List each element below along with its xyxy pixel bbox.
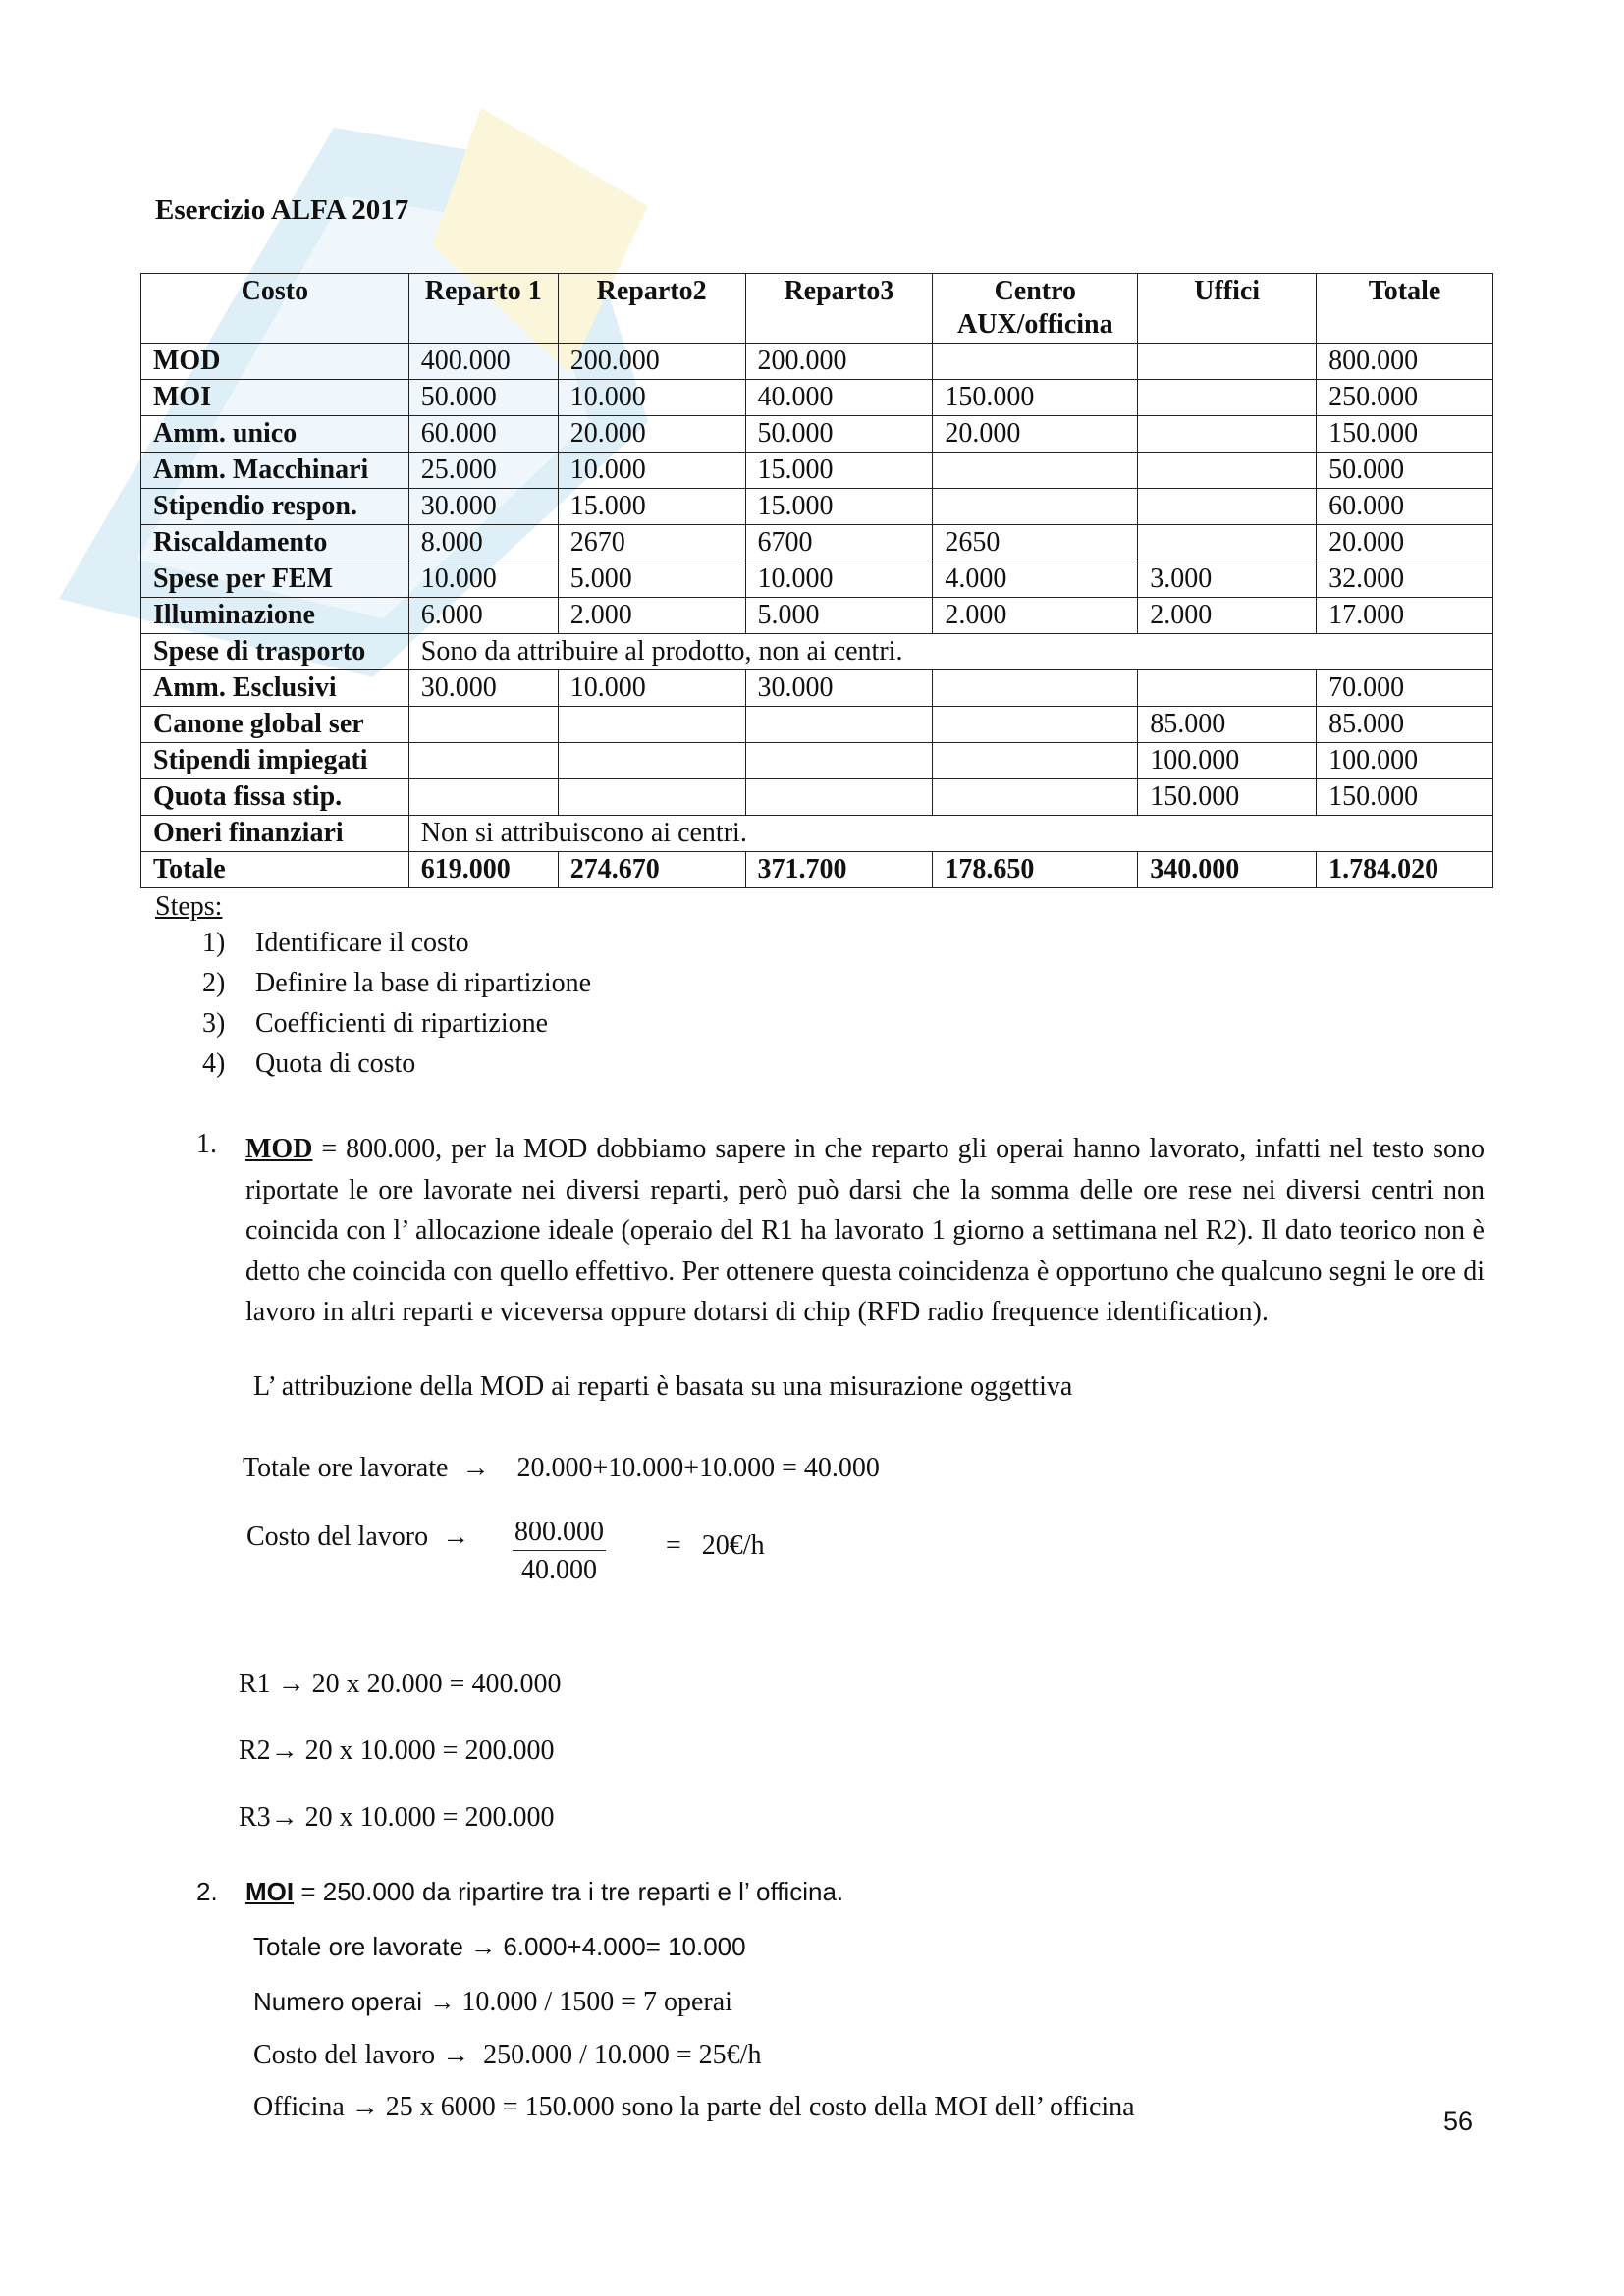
table-row bbox=[141, 707, 1493, 743]
section1-text: = 800.000, per la MOD dobbiamo sapere in che reparto gli operai hanno lavorato, infatti nel testo sono riportate le ore lavorate nei diversi reparti, però può darsi che la somma delle ore rese nei diversi centri non coincida con l’ allocazione ideale (operaio del R1 ha lavorato 1 giorno a settimana nel R2). Il dato teorico non è detto che coincida con quello effettivo. Per ottenere questa coincidenza è opportuno che qualcuno segni le ore di lavoro in altri reparti e viceversa oppure dotarsi di chip (RFD radio frequence identification). bbox=[245, 1134, 1485, 1327]
header-totale: Totale bbox=[1317, 274, 1493, 344]
table-cell bbox=[1138, 416, 1317, 453]
row-label: Quota fissa stip. bbox=[141, 779, 409, 816]
table-cell: 150.000 bbox=[933, 380, 1138, 416]
table-cell: 400.000 bbox=[408, 344, 558, 380]
row-label: Riscaldamento bbox=[141, 525, 409, 561]
table-cell: 150.000 bbox=[1138, 779, 1317, 816]
r1-line: R1 → 20 x 20.000 = 400.000 bbox=[239, 1669, 562, 1699]
cost-table bbox=[140, 273, 1493, 888]
table-row bbox=[141, 598, 1493, 634]
table-cell: 6.000 bbox=[408, 598, 558, 634]
page-number: 56 bbox=[1443, 2107, 1474, 2136]
step-number: 4) bbox=[202, 1048, 226, 1079]
table-cell bbox=[933, 453, 1138, 489]
moi-total-hours: Totale ore lavorate → 6.000+4.000= 10.000 bbox=[253, 1932, 746, 1961]
table-cell: 50.000 bbox=[1317, 453, 1493, 489]
table-cell: 60.000 bbox=[1317, 489, 1493, 525]
table-header-row bbox=[141, 274, 1493, 344]
table-cell: 10.000 bbox=[558, 453, 745, 489]
step-number: 3) bbox=[202, 1008, 226, 1039]
table-cell bbox=[408, 779, 558, 816]
row-label: MOD bbox=[141, 344, 409, 380]
table-row bbox=[141, 743, 1493, 779]
section2-number: 2. bbox=[196, 1877, 218, 1906]
table-cell: 85.000 bbox=[1138, 707, 1317, 743]
table-cell bbox=[933, 707, 1138, 743]
table-cell: 250.000 bbox=[1317, 380, 1493, 416]
step-text: Coefficienti di ripartizione bbox=[255, 1008, 549, 1039]
section1-number: 1. bbox=[196, 1129, 217, 1159]
table-cell: 50.000 bbox=[408, 380, 558, 416]
step-text: Identificare il costo bbox=[255, 928, 469, 958]
moi-labor-cost: Costo del lavoro → 250.000 / 10.000 = 25€/h bbox=[253, 2040, 762, 2070]
exercise-title: Esercizio ALFA 2017 bbox=[155, 194, 409, 226]
table-total-row bbox=[141, 852, 1493, 888]
table-cell bbox=[933, 779, 1138, 816]
section2-heading bbox=[245, 1877, 843, 1907]
table-cell: 800.000 bbox=[1317, 344, 1493, 380]
table-cell bbox=[745, 743, 933, 779]
header-reparto3: Reparto3 bbox=[745, 274, 933, 344]
moi-workers-value: 10.000 / 1500 = 7 operai bbox=[461, 1987, 732, 2017]
mod-attribution: L’ attribuzione della MOD ai reparti è basata su una misurazione oggettiva bbox=[253, 1371, 1073, 1402]
step-text: Quota di costo bbox=[255, 1048, 416, 1079]
fraction-denominator: 40.000 bbox=[521, 1555, 597, 1585]
table-row bbox=[141, 634, 1493, 670]
table-row bbox=[141, 561, 1493, 598]
table-cell: 5.000 bbox=[745, 598, 933, 634]
table-row bbox=[141, 525, 1493, 561]
step-number: 1) bbox=[202, 928, 226, 958]
table-cell: 2.000 bbox=[933, 598, 1138, 634]
row-label: Amm. Esclusivi bbox=[141, 670, 409, 707]
table-cell: 200.000 bbox=[558, 344, 745, 380]
table-row bbox=[141, 380, 1493, 416]
table-cell: 15.000 bbox=[745, 453, 933, 489]
table-row bbox=[141, 344, 1493, 380]
table-cell: 340.000 bbox=[1138, 852, 1317, 888]
table-cell: 8.000 bbox=[408, 525, 558, 561]
moi-workers-line bbox=[253, 1987, 732, 2018]
moi-workers-label: Numero operai → bbox=[253, 1987, 462, 2016]
table-row bbox=[141, 816, 1493, 852]
row-label: Illuminazione bbox=[141, 598, 409, 634]
list-item bbox=[202, 1008, 591, 1048]
step-text: Definire la base di ripartizione bbox=[255, 968, 592, 998]
table-cell: 85.000 bbox=[1317, 707, 1493, 743]
r2-line: R2→ 20 x 10.000 = 200.000 bbox=[239, 1735, 555, 1766]
header-uffici: Uffici bbox=[1138, 274, 1317, 344]
table-cell: 150.000 bbox=[1317, 416, 1493, 453]
table-cell bbox=[745, 707, 933, 743]
labor-cost-result: = 20€/h bbox=[666, 1530, 765, 1561]
table-cell bbox=[408, 707, 558, 743]
table-cell: 100.000 bbox=[1317, 743, 1493, 779]
table-cell bbox=[745, 779, 933, 816]
table-cell bbox=[1138, 380, 1317, 416]
row-label: Amm. unico bbox=[141, 416, 409, 453]
section2-key: MOI bbox=[245, 1877, 295, 1906]
r3-line: R3→ 20 x 10.000 = 200.000 bbox=[239, 1802, 555, 1833]
table-cell: 10.000 bbox=[558, 380, 745, 416]
table-cell: 30.000 bbox=[408, 489, 558, 525]
table-cell: 60.000 bbox=[408, 416, 558, 453]
table-cell: 1.784.020 bbox=[1317, 852, 1493, 888]
table-row bbox=[141, 670, 1493, 707]
table-cell bbox=[933, 743, 1138, 779]
row-label: MOI bbox=[141, 380, 409, 416]
fraction-numerator: 800.000 bbox=[513, 1517, 606, 1551]
row-label: Oneri finanziari bbox=[141, 816, 409, 852]
table-cell: 2650 bbox=[933, 525, 1138, 561]
table-row bbox=[141, 489, 1493, 525]
row-label: Canone global ser bbox=[141, 707, 409, 743]
labor-cost-label: Costo del lavoro → bbox=[246, 1522, 470, 1552]
table-cell: 2.000 bbox=[558, 598, 745, 634]
table-cell: 20.000 bbox=[1317, 525, 1493, 561]
table-cell: 200.000 bbox=[745, 344, 933, 380]
list-item bbox=[202, 928, 591, 968]
table-cell: 30.000 bbox=[745, 670, 933, 707]
table-cell: 17.000 bbox=[1317, 598, 1493, 634]
table-cell: 15.000 bbox=[558, 489, 745, 525]
row-label: Totale bbox=[141, 852, 409, 888]
list-item bbox=[202, 968, 591, 1008]
table-cell bbox=[1138, 525, 1317, 561]
table-row bbox=[141, 779, 1493, 816]
table-cell: 371.700 bbox=[745, 852, 933, 888]
table-cell: 178.650 bbox=[933, 852, 1138, 888]
steps-list bbox=[202, 928, 591, 1089]
table-cell: 150.000 bbox=[1317, 779, 1493, 816]
table-cell: 5.000 bbox=[558, 561, 745, 598]
table-cell: 50.000 bbox=[745, 416, 933, 453]
table-cell bbox=[933, 670, 1138, 707]
table-cell: 6700 bbox=[745, 525, 933, 561]
header-reparto1: Reparto 1 bbox=[408, 274, 558, 344]
row-label: Amm. Macchinari bbox=[141, 453, 409, 489]
table-cell bbox=[558, 779, 745, 816]
table-cell bbox=[558, 743, 745, 779]
table-cell: 10.000 bbox=[745, 561, 933, 598]
section1-key: MOD bbox=[245, 1134, 313, 1164]
table-cell: 70.000 bbox=[1317, 670, 1493, 707]
table-cell: 274.670 bbox=[558, 852, 745, 888]
table-cell bbox=[408, 743, 558, 779]
steps-label: Steps: bbox=[155, 891, 223, 922]
table-cell: 20.000 bbox=[558, 416, 745, 453]
table-cell: 2.000 bbox=[1138, 598, 1317, 634]
row-label: Stipendio respon. bbox=[141, 489, 409, 525]
row-label: Spese di trasporto bbox=[141, 634, 409, 670]
total-hours-line: Totale ore lavorate → 20.000+10.000+10.000 = 40.000 bbox=[243, 1453, 880, 1483]
header-costo: Costo bbox=[141, 274, 409, 344]
table-cell: 619.000 bbox=[408, 852, 558, 888]
section1-paragraph bbox=[245, 1129, 1485, 1333]
table-cell: 30.000 bbox=[408, 670, 558, 707]
moi-officina-line: Officina → 25 x 6000 = 150.000 sono la parte del costo della MOI dell’ officina bbox=[253, 2092, 1135, 2122]
table-cell bbox=[558, 707, 745, 743]
table-cell: 4.000 bbox=[933, 561, 1138, 598]
table-note-cell: Non si attribuiscono ai centri. bbox=[408, 816, 1492, 852]
table-cell: 2670 bbox=[558, 525, 745, 561]
table-cell: 20.000 bbox=[933, 416, 1138, 453]
table-cell: 10.000 bbox=[408, 561, 558, 598]
header-reparto2: Reparto2 bbox=[558, 274, 745, 344]
table-row bbox=[141, 453, 1493, 489]
table-cell bbox=[1138, 670, 1317, 707]
labor-cost-fraction bbox=[513, 1517, 606, 1586]
table-cell: 15.000 bbox=[745, 489, 933, 525]
table-note-cell: Sono da attribuire al prodotto, non ai centri. bbox=[408, 634, 1492, 670]
table-cell bbox=[1138, 453, 1317, 489]
table-cell: 3.000 bbox=[1138, 561, 1317, 598]
table-cell bbox=[1138, 344, 1317, 380]
row-label: Stipendi impiegati bbox=[141, 743, 409, 779]
table-cell: 100.000 bbox=[1138, 743, 1317, 779]
table-cell bbox=[1138, 489, 1317, 525]
table-cell bbox=[933, 489, 1138, 525]
step-number: 2) bbox=[202, 968, 226, 998]
table-cell: 10.000 bbox=[558, 670, 745, 707]
table-cell: 40.000 bbox=[745, 380, 933, 416]
table-cell: 25.000 bbox=[408, 453, 558, 489]
header-centro-aux: Centro AUX/officina bbox=[933, 274, 1138, 344]
list-item bbox=[202, 1048, 591, 1089]
table-cell: 32.000 bbox=[1317, 561, 1493, 598]
section2-text: = 250.000 da ripartire tra i tre reparti e l’ officina. bbox=[294, 1877, 844, 1906]
table-row bbox=[141, 416, 1493, 453]
row-label: Spese per FEM bbox=[141, 561, 409, 598]
table-cell bbox=[933, 344, 1138, 380]
